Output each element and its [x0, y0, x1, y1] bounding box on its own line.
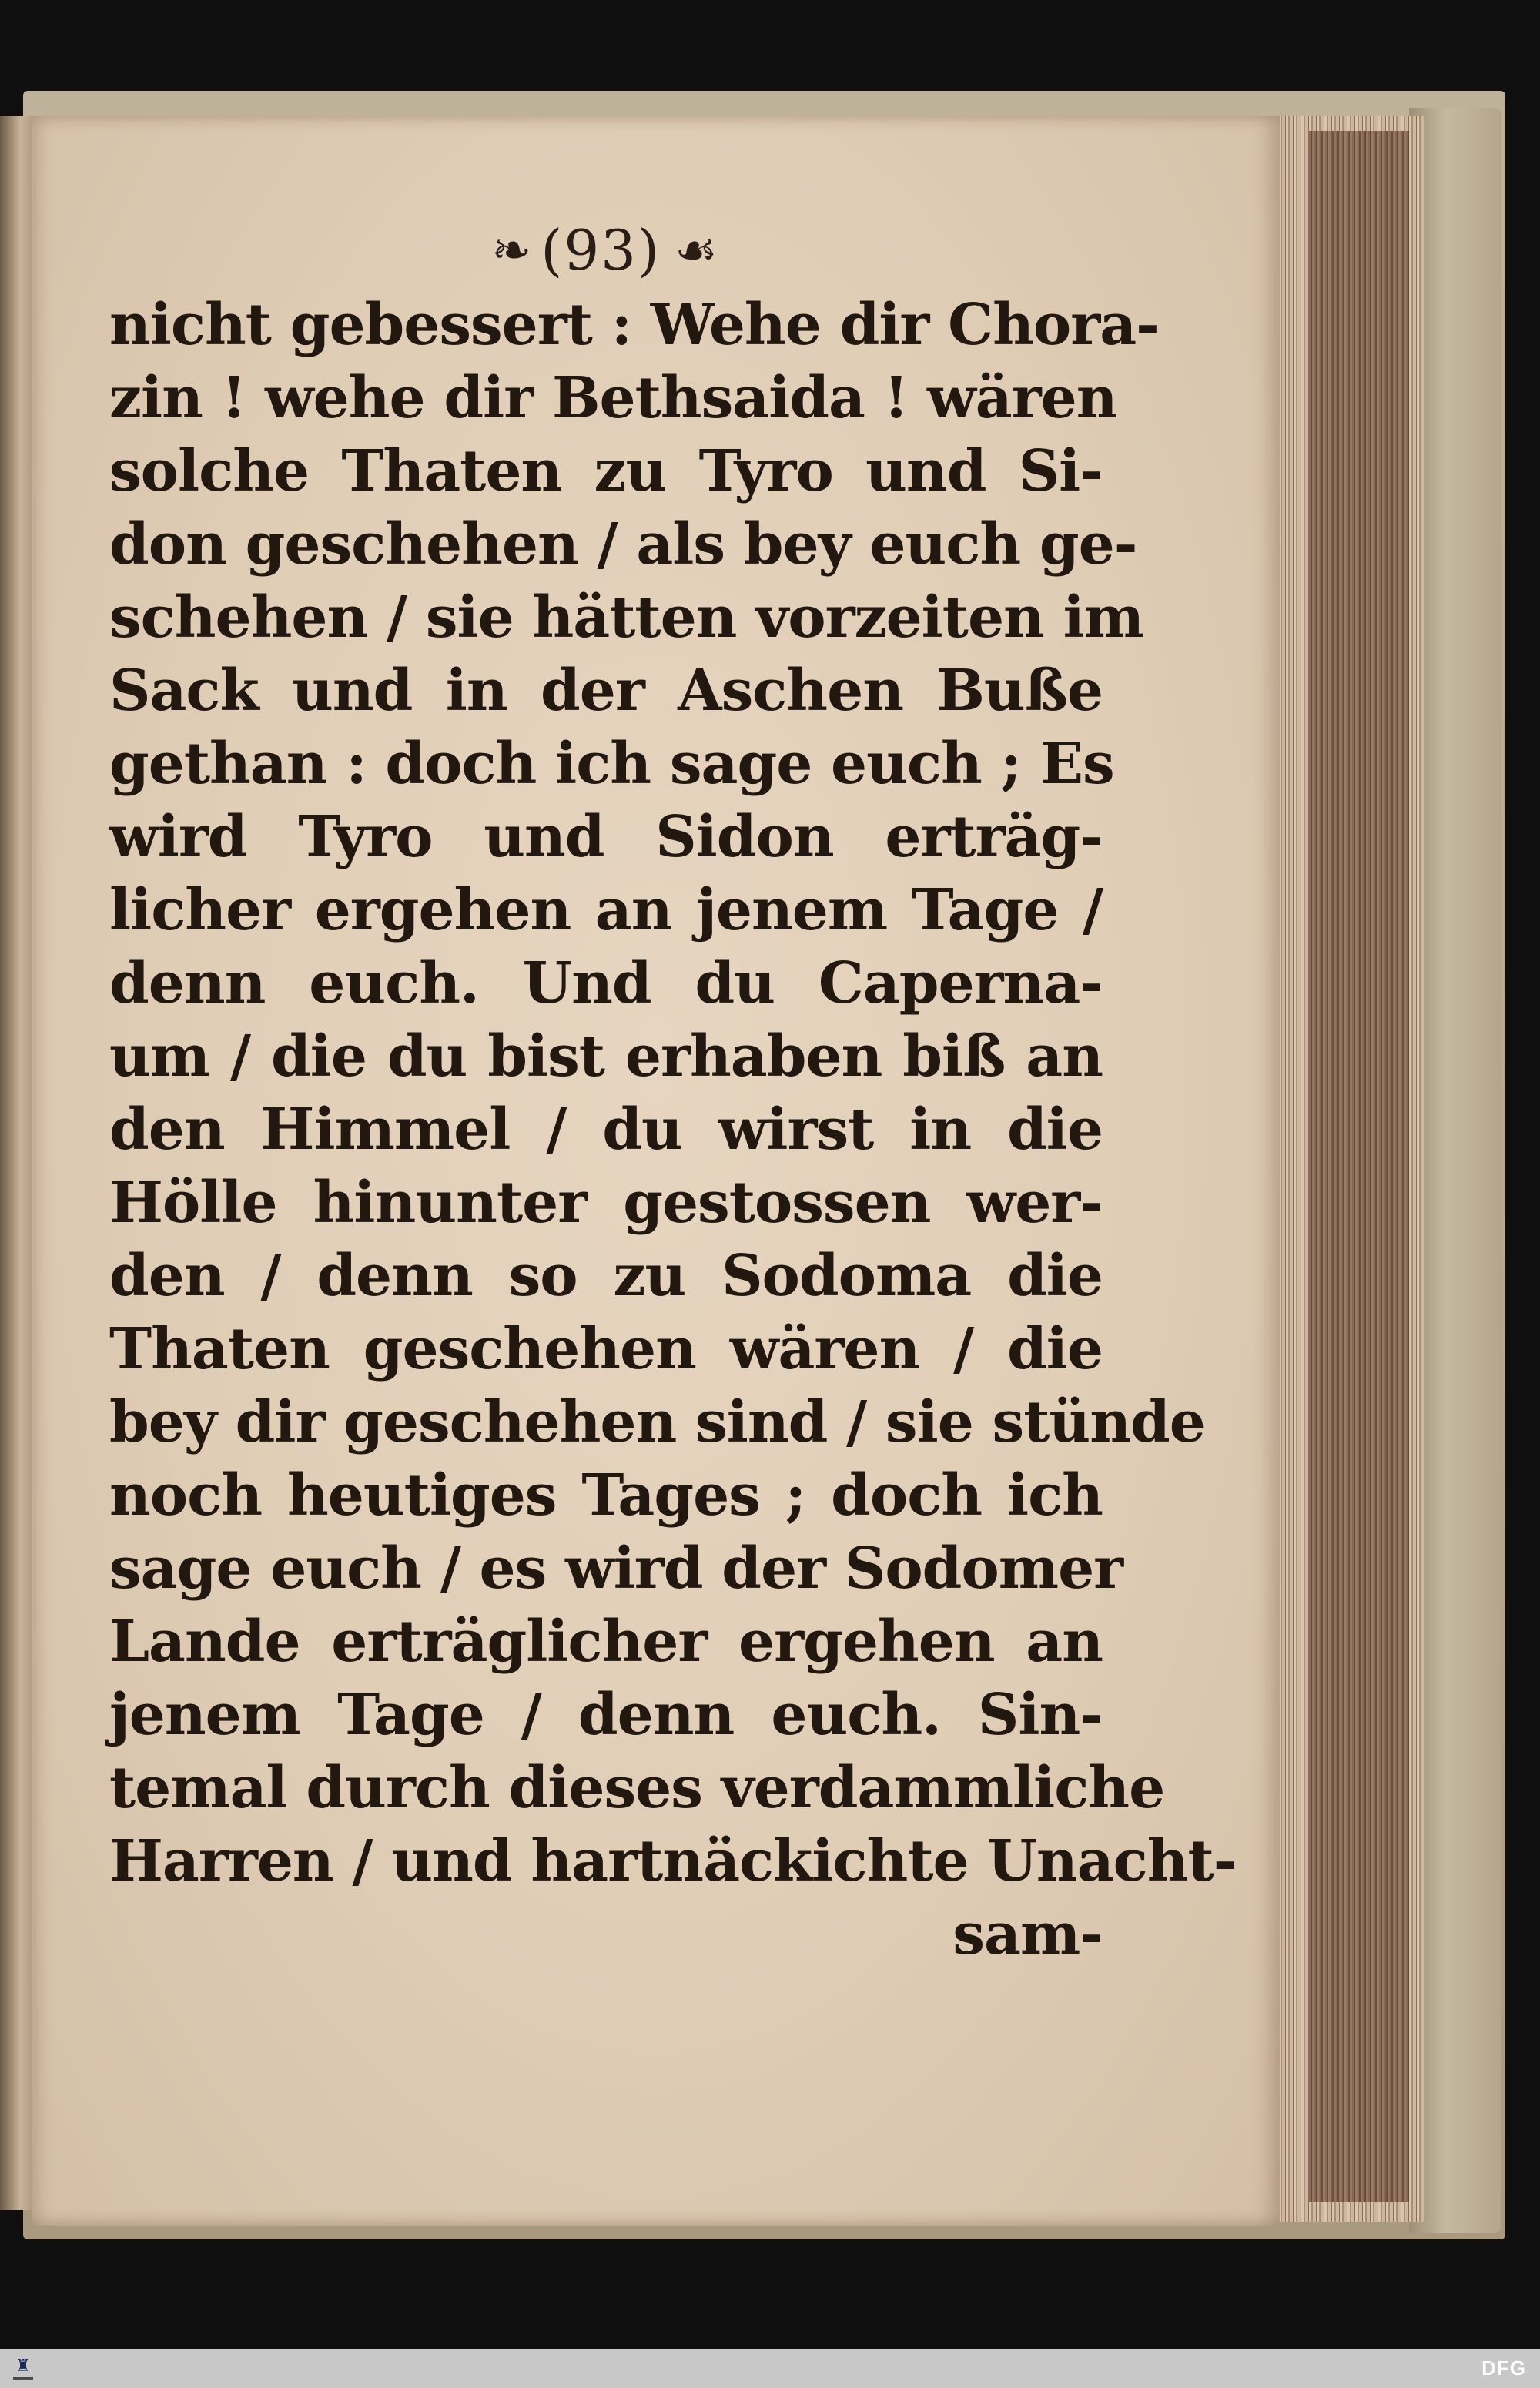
viewer-footer: [0, 2349, 1540, 2388]
text-line: temal durch dieses verdammliche: [109, 1755, 1165, 1821]
text-line: zin ! wehe dir Bethsaida ! wären: [109, 365, 1117, 431]
dfg-logo: DFG: [1481, 2356, 1526, 2380]
text-line: um / die du bist erhaben biß an: [109, 1023, 1103, 1090]
text-line: Hölle hinunter gestossen wer-: [109, 1170, 1103, 1236]
text-line: Thaten geschehen wären / die: [109, 1316, 1103, 1382]
facing-page-edge: [0, 116, 34, 2210]
text-line: Sack und in der Aschen Buße: [109, 658, 1103, 724]
text-line: solche Thaten zu Tyro und Si-: [109, 438, 1103, 504]
text-line: jenem Tage / denn euch. Sin-: [109, 1682, 1103, 1748]
book-page: [32, 116, 1280, 2226]
text-line: denn euch. Und du Caperna-: [109, 950, 1103, 1016]
ornament-right-icon: ☙: [675, 222, 713, 278]
text-line: wird Tyro und Sidon erträg-: [109, 804, 1103, 870]
text-line: gethan : doch ich sage euch ; Es: [109, 731, 1114, 797]
ornament-left-icon: ❧: [491, 222, 527, 278]
body-text: [109, 289, 1237, 1971]
text-line: sam-: [952, 1901, 1103, 1968]
text-line: den Himmel / du wirst in die: [109, 1097, 1103, 1163]
text-line: bey dir geschehen sind / sie stünde: [109, 1389, 1205, 1455]
text-line: schehen / sie hätten vorzeiten im: [109, 584, 1144, 651]
text-line: don geschehen / als bey euch ge-: [109, 511, 1137, 578]
page-stack-shadow: [1309, 131, 1409, 2202]
page-number: (93): [541, 218, 661, 283]
text-line: Lande erträglicher ergehen an: [109, 1609, 1103, 1675]
text-line: noch heutiges Tages ; doch ich: [109, 1462, 1103, 1529]
text-line: den / denn so zu Sodoma die: [109, 1243, 1103, 1309]
running-head: [402, 208, 802, 293]
library-logo-icon: ♜: [11, 2355, 35, 2383]
text-line: sage euch / es wird der Sodomer: [109, 1536, 1123, 1602]
text-line: licher ergehen an jenem Tage /: [109, 877, 1103, 943]
text-line: nicht gebessert : Wehe dir Chora-: [109, 292, 1159, 358]
text-line: Harren / und hartnäckichte Unacht-: [109, 1828, 1237, 1894]
